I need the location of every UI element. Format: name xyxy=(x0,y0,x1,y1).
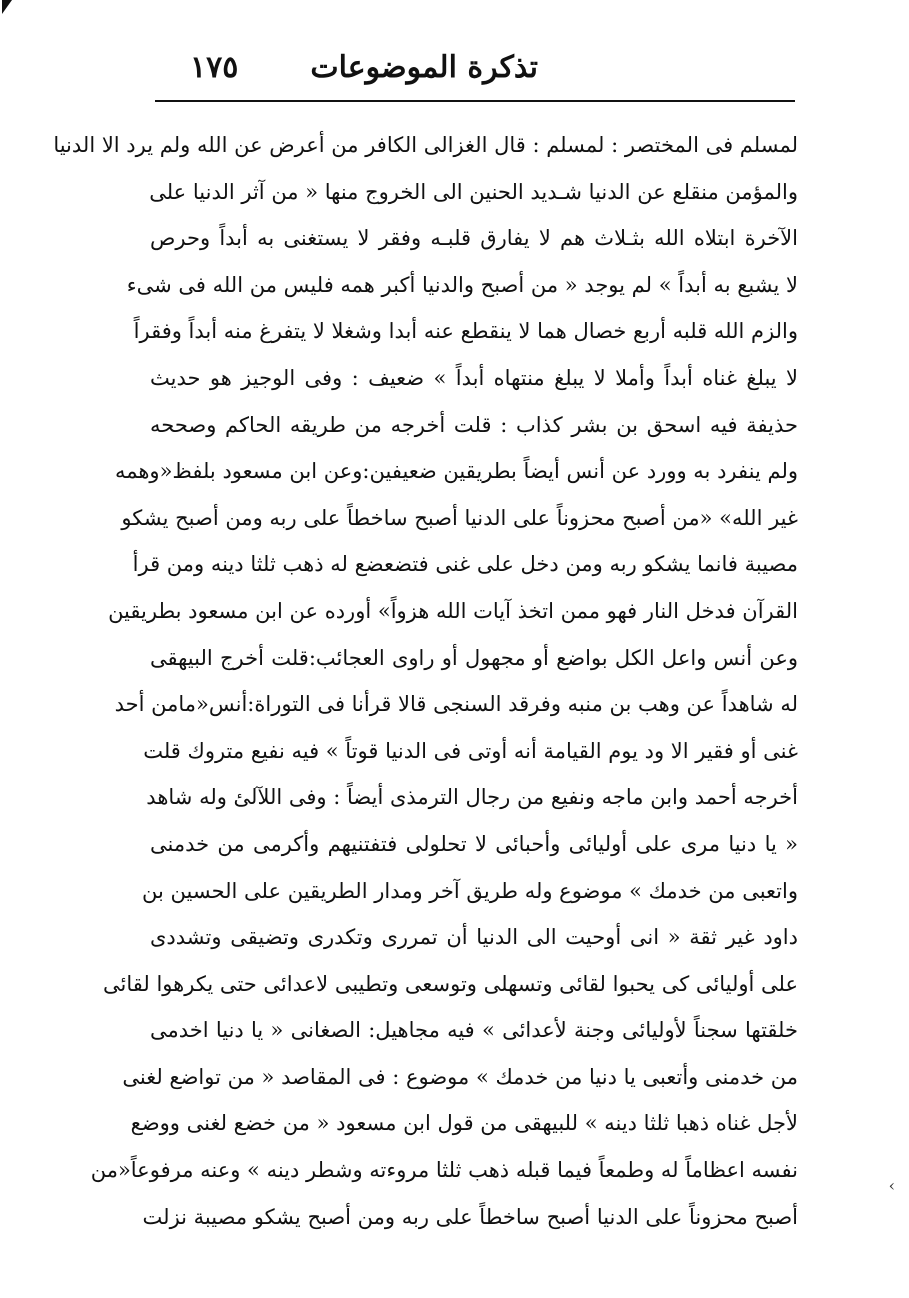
text-line: لا يشبع به أبداً » لم يوجد « من أصبح والدنيا أكبر همه فليس من الله فى شىء xyxy=(126,272,798,297)
text-line: والمؤمن منقلع عن الدنيا شـديد الحنين الى الخروج منها « من آثر الدنيا على xyxy=(149,179,798,204)
text-line: داود غير ثقة « انى أوحيت الى الدنيا أن تمررى وتكدرى وتضيقى وتشددى xyxy=(150,925,798,950)
text-line: غير الله» «من أصبح محزوناً على الدنيا أصبح ساخطاً على ربه ومن أصبح يشكو xyxy=(121,505,798,530)
text-line: « يا دنيا مرى على أوليائى وأحبائى لا تحلولى فتفتنيهم وأكرمى من خدمنى xyxy=(150,831,798,856)
text-line: لا يبلغ غناه أبداً وأملا لا يبلغ منتهاه أبداً » ضعيف : وفى الوجيز هو حديث xyxy=(150,365,798,390)
body-text xyxy=(53,122,798,1240)
page-header xyxy=(160,48,793,98)
text-line: غنى أو فقير الا ود يوم القيامة أنه أوتى فى الدنيا قوتاً » فيه نفيع متروك قلت xyxy=(143,738,798,763)
text-line: على أوليائى كى يحبوا لقائى وتسهلى وتوسعى وتطيبى لاعدائى حتى يكرهوا لقائى xyxy=(103,971,798,996)
text-line: خلقتها سجناً لأوليائى وجنة لأعدائى » فيه مجاهيل: الصغانى « يا دنيا اخدمى xyxy=(150,1018,798,1043)
text-line: له شاهداً عن وهب بن منبه وفرقد السنجى قالا قرأنا فى التوراة:أنس«مامن أحد xyxy=(114,692,798,717)
margin-arrow-icon: ‹ xyxy=(888,1176,895,1195)
header-divider xyxy=(155,100,795,102)
corner-mark-icon xyxy=(2,0,12,14)
text-line: واتعبى من خدمك » موضوع وله طريق آخر ومدار الطريقين على الحسين بن xyxy=(142,878,798,903)
text-line: وعن أنس واعل الكل بواضع أو مجهول أو راوى العجائب:قلت أخرج البيهقى xyxy=(150,645,798,670)
text-line: أخرجه أحمد وابن ماجه ونفيع من رجال الترمذى أيضاً : وفى اللآلئ وله شاهد xyxy=(146,785,798,810)
page-title: تذكرة الموضوعات xyxy=(310,50,538,85)
text-line: مصيبة فانما يشكو ربه ومن دخل على غنى فتضعضع له ذهب ثلثا دينه ومن قرأ xyxy=(132,552,798,577)
text-line: نفسه اعظاماً له وطمعاً فيما قبله ذهب ثلثا مروءته وشطر دينه » وعنه مرفوعاً«من xyxy=(90,1158,798,1183)
text-line: القرآن فدخل النار فهو ممن اتخذ آيات الله هزواً» أورده عن ابن مسعود بطريقين xyxy=(108,598,798,623)
text-line: لمسلم فى المختصر : لمسلم : قال الغزالى الكافر من أعرض عن الله ولم يرد الا الدنيا xyxy=(53,133,798,157)
text-line: حذيفة فيه اسحق بن بشر كذاب : قلت أخرجه من طريقه الحاكم وصححه xyxy=(150,412,798,437)
text-line: والزم الله قلبه أربع خصال هما لا ينقطع عنه أبدا وشغلا لا يتفرغ منه أبداً وفقراً xyxy=(133,319,798,344)
text-line: لأجل غناه ذهبا ثلثا دينه » للبيهقى من قول ابن مسعود « من خضع لغنى ووضع xyxy=(130,1111,798,1136)
text-line: من خدمنى وأتعبى يا دنيا من خدمك » موضوع : فى المقاصد « من تواضع لغنى xyxy=(122,1064,798,1089)
text-line: أصبح محزوناً على الدنيا أصبح ساخطاً على ربه ومن أصبح يشكو مصيبة نزلت xyxy=(142,1204,798,1229)
page-number: ١٧٥ xyxy=(190,50,239,85)
text-line: الآخرة ابتلاه الله بثـلاث هم لا يفارق قلبـه وفقر لا يستغنى به أبداً وحرص xyxy=(150,226,798,251)
text-line: ولم ينفرد به وورد عن أنس أيضاً بطريقين ضعيفين:وعن ابن مسعود بلفظ«وهمه xyxy=(114,459,798,484)
